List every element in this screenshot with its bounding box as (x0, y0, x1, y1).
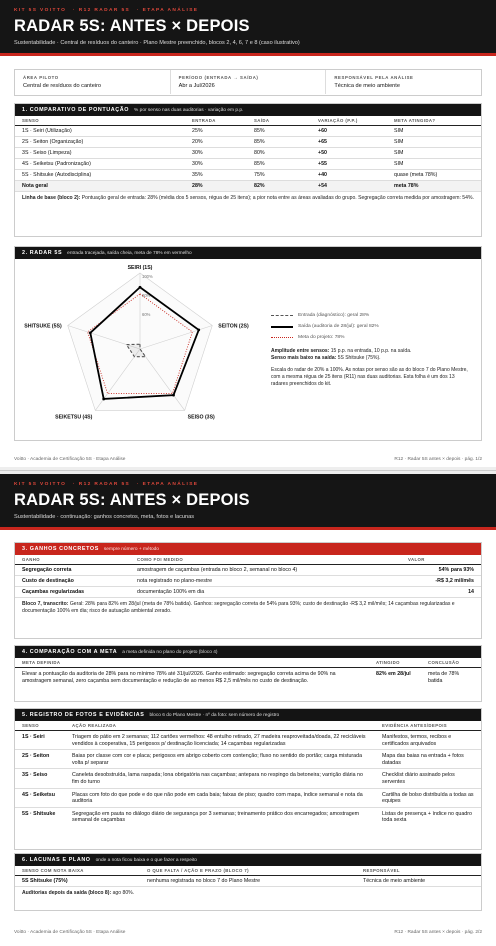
meta-label: PERÍODO (ENTRADA → SAÍDA) (178, 75, 259, 80)
radar-point-saida (197, 329, 200, 332)
col-meta-definida: META DEFINIDA (15, 658, 369, 668)
cell-acao: Placas com foto do que pode e do que não pode em cada baia; faixas de piso; quadro com mapa, índice semanal e nota da auditoria (65, 788, 375, 807)
col-entrada: ENTRADA (185, 116, 247, 126)
section-heading (15, 104, 481, 116)
cell-senso-baixo: 5S Shitsuke (75%) (15, 876, 140, 887)
kicker-kit: KIT 5S VOITTO (14, 8, 67, 13)
lowest-text: 5S Shitsuke (75%). (337, 355, 381, 361)
meta-value: Abr a Jul/2026 (178, 83, 215, 89)
radar-axis-label: SHITSUKE (5S) (24, 323, 62, 330)
page-footer (14, 930, 482, 935)
lowest-label: Senso mais baixo na saída: (271, 355, 337, 361)
header-accent-bar (0, 527, 496, 530)
cell-atingido: 82% em 28/jul (376, 671, 411, 677)
table-row (15, 565, 481, 576)
cell-valor: 14 (401, 587, 481, 598)
meta-periodo (171, 70, 327, 94)
page-2 (0, 474, 496, 946)
meta-value: Técnica de meio ambiente (334, 83, 400, 89)
cell-senso: 4S · Seiketsu (15, 788, 65, 807)
radar-tick-label: 80% (142, 293, 151, 298)
cell-saida: 80% (247, 148, 311, 159)
page-header (0, 0, 496, 56)
col-responsavel: RESPONSÁVEL (356, 866, 481, 876)
col-evidencia: EVIDÊNCIA ANTES/DEPOIS (375, 721, 481, 731)
legend-swatch-saida (271, 326, 293, 328)
cell-variacao: +40 (311, 170, 387, 181)
table-row (15, 769, 481, 788)
summary-text: Geral: 28% para 82% em 28/jul (meta de 78% batida). Ganhos: segregação correta de 54% para 93%; custo de destinação -R$ 3,2 mil/mês; 14 caçambas regularizadas e documentação 100% em dia; risco de autuação ambiental zerado. (22, 601, 455, 614)
page-subtitle: Sustentabilidade · continuação: ganhos concretos, meta, fotos e lacunas (14, 514, 195, 520)
summary-label: Bloco 7, transcrito: (22, 601, 69, 607)
meta-label: ÁREA PILOTO (23, 75, 59, 80)
table-header-row (15, 866, 481, 876)
post-audit-note (15, 887, 481, 901)
legend-label: Meta do projeto: 78% (298, 335, 345, 340)
cell-senso: 2S · Seiton (Organização) (15, 137, 185, 148)
cell-ganho: Caçambas regularizadas (15, 587, 130, 598)
radar-axis-label: SEITON (2S) (218, 323, 249, 330)
page-title: RADAR 5S: ANTES × DEPOIS (14, 491, 250, 509)
radar-legend (271, 310, 471, 388)
legend-meta (271, 332, 471, 343)
kicker (14, 8, 482, 13)
page-separator (0, 470, 496, 471)
cell-meta: quase (meta 78%) (387, 170, 481, 181)
cell-evidencia: Mapa das baias na entrada + fotos datadas (375, 750, 481, 769)
baseline-label: Linha de base (bloco 2): (22, 195, 81, 201)
cell-como: documentação 100% em dia (130, 587, 401, 598)
cell-senso: 3S · Seiso (15, 769, 65, 788)
page-1 (0, 0, 496, 467)
radar-axis-label: SEIRI (1S) (127, 265, 153, 271)
section-ganhos (14, 542, 482, 639)
cell-acao: Triagem do pátio em 2 semanas; 112 cartões vermelhos: 48 entulho retirado, 27 madeira reaproveitada/doada, 22 recicláveis vendidos à cooperativa, 15 perigosos p/ destinação licenciada; 14 caçambas regularizadas (65, 731, 375, 750)
table-row (15, 731, 481, 750)
evidencias-table (15, 721, 481, 826)
cell-variacao: +50 (311, 148, 387, 159)
cell-valor: -R$ 3,2 mil/mês (401, 576, 481, 587)
table-header-row (15, 721, 481, 731)
section-title: 6. LACUNAS E PLANO (22, 857, 91, 863)
scale-note: Escala do radar de 20% a 100%. As notas por senso são as do bloco 7 do Plano Mestre, com a mesma régua de 25 itens (R11) nas duas auditorias. Esta folha é um dos 13 radares preenchidos do kit. (271, 367, 468, 387)
section-title: 1. COMPARATIVO DE PONTUAÇÃO (22, 107, 130, 113)
baseline-text: Pontuação geral de entrada: 28% (média dos 5 sensos, régua de 25 itens); a pior nota entre as áreas avaliadas do grupo. Segregação correta medida por amostragem: 54%. (81, 195, 474, 201)
table-header-row (15, 658, 481, 668)
cell-entrada: 35% (185, 170, 247, 181)
amplitude-note (271, 348, 471, 355)
cell-meta-definida: Elevar a pontuação da auditoria de 28% para no mínimo 78% até 31/jul/2026. Ganho estimado: segregação correta acima de 90% na amostragem semanal, zero caçamba sem documentação e redução de ao menos R$ 2,5 mil/mês no custo de destinação. (22, 671, 336, 684)
table-row (15, 788, 481, 807)
cell-variacao: +55 (311, 159, 387, 170)
cell-responsavel: Técnica de meio ambiente (356, 876, 481, 887)
cell-senso: Nota geral (15, 181, 185, 192)
cell-como: amostragem de caçambas (entrada no bloco 2, semanal no bloco 4) (130, 565, 401, 576)
cell-variacao: +60 (311, 126, 387, 137)
col-valor: VALOR (401, 555, 481, 565)
meta-table (15, 658, 481, 687)
amplitude-label: Amplitude entre sensos: (271, 348, 330, 354)
col-senso: SENSO (15, 721, 65, 731)
cell-acao: Baias por classe com cor e placa; perigosos em abrigo coberto com contenção; fluxo no sentido do portão; carga misturada volta p/ separar (65, 750, 375, 769)
section-heading (15, 247, 481, 259)
cell-acao: Segregação em pauta no diálogo diário de segurança por 3 semanas; treinamento prático dos encarregados; amostragem semanal de caçambas (72, 810, 360, 824)
ganhos-table (15, 555, 481, 598)
meta-value: Central de resíduos do canteiro (23, 83, 102, 89)
cell-ganho: Custo de destinação (15, 576, 130, 587)
page-header (0, 474, 496, 530)
cell-ganho: Segregação correta (15, 565, 130, 576)
lowest-note (271, 355, 471, 362)
section-note: bloco 6 do Plano Mestre · nº da foto: sem número de registro (149, 712, 280, 718)
col-conclusao: CONCLUSÃO (421, 658, 481, 668)
footer-right: R12 · Radar 5S antes × depois · pág. 1/2 (394, 457, 482, 462)
meta-responsavel (326, 70, 481, 94)
page-subtitle: Sustentabilidade · Central de resíduos do canteiro · Plano Mestre preenchido, blocos 2, 4, 6, 7 e 8 (caso ilustrativo) (14, 40, 300, 46)
meta-card (14, 69, 482, 96)
table-header-row (15, 555, 481, 565)
cell-entrada: 28% (185, 181, 247, 192)
col-saida: SAÍDA (247, 116, 311, 126)
table-row (15, 170, 481, 181)
page-title: RADAR 5S: ANTES × DEPOIS (14, 17, 250, 35)
cell-senso: 5S · Shitsuke (22, 810, 56, 817)
legend-swatch-meta (271, 337, 293, 338)
cell-saida: 82% (247, 181, 311, 192)
section-title: 3. GANHOS CONCRETOS (22, 546, 99, 552)
section-heading (15, 543, 481, 555)
table-row (15, 876, 481, 887)
section-title: 2. RADAR 5S (22, 250, 63, 256)
cell-meta: SIM (387, 148, 481, 159)
cell-como: nota registrado no plano-mestre (130, 576, 401, 587)
score-table (15, 116, 481, 192)
cell-variacao: +65 (311, 137, 387, 148)
legend-label: Entrada (diagnóstico): geral 28% (298, 313, 370, 318)
section-radar (14, 246, 482, 441)
cell-saida: 75% (247, 170, 311, 181)
col-atingido: ATINGIDO (369, 658, 421, 668)
cell-conclusao: meta de 78% batida (428, 671, 460, 684)
kicker (14, 482, 482, 487)
legend-entrada (271, 310, 471, 321)
col-senso-baixo: SENSO COM NOTA BAIXA (15, 866, 140, 876)
table-row (15, 148, 481, 159)
kicker-radar: · R12 RADAR 5S (72, 8, 131, 13)
radar-point-saida (172, 394, 175, 397)
section-heading (15, 646, 481, 658)
legend-saida (271, 321, 471, 332)
radar-chart (15, 260, 265, 440)
radar-point-saida (139, 286, 142, 289)
radar-axis-label: SEISO (3S) (187, 414, 215, 421)
post-audit-text: ago 80%. (112, 890, 135, 896)
cell-senso: 1S · Seiri (15, 731, 65, 750)
cell-evidencia: Cartilha de bolso distribuída a todas as equipes (375, 788, 481, 807)
section-note: onde a nota ficou baixa e o que fazer a respeito (95, 857, 197, 863)
lacunas-table (15, 866, 481, 887)
table-row (15, 126, 481, 137)
col-acao: AÇÃO REALIZADA (65, 721, 375, 731)
cell-saida: 85% (247, 159, 311, 170)
legend-label: Saída (auditoria de 28/jul): geral 82% (298, 324, 379, 329)
cell-senso: 2S · Seiton (15, 750, 65, 769)
cell-acao-prazo: nenhuma registrada no bloco 7 do Plano Mestre (140, 876, 356, 887)
cell-senso: 1S · Seiri (Utilização) (15, 126, 185, 137)
cell-senso: 4S · Seiketsu (Padronização) (15, 159, 185, 170)
cell-valor: 54% para 93% (401, 565, 481, 576)
kicker-kit: KIT 5S VOITTO (14, 482, 67, 487)
section-meta (14, 645, 482, 702)
col-acao-prazo: O QUE FALTA / AÇÃO E PRAZO (BLOCO 7) (140, 866, 356, 876)
radar-tick-label: 60% (142, 312, 151, 317)
table-total-row (15, 181, 481, 192)
cell-evidencia: Manifestos, termos, recibos e certificados arquivados (375, 731, 481, 750)
footer-left: Voitto · Academia de Certificação 5S · Etapa Análise (14, 457, 126, 462)
section-heading (15, 709, 481, 721)
section-fotos (14, 708, 482, 850)
meta-area (15, 70, 171, 94)
radar-point-saida (89, 331, 92, 334)
col-senso: SENSO (15, 116, 185, 126)
section-comparativo (14, 103, 482, 237)
cell-saida: 85% (247, 137, 311, 148)
cell-acao: Caneleta desobstruída, lama raspada; lona obrigatória nas caçambas; antepara no respingo da betoneira; varrição diária no fim do turno (65, 769, 375, 788)
cell-senso: 3S · Seiso (Limpeza) (15, 148, 185, 159)
legend-swatch-entrada (271, 315, 293, 316)
col-como: COMO FOI MEDIDO (130, 555, 401, 565)
cell-saida: 85% (247, 126, 311, 137)
section-title: 5. REGISTRO DE FOTOS E EVIDÊNCIAS (22, 712, 145, 718)
radar-point-saida (102, 398, 105, 401)
bloco7-summary (15, 598, 481, 619)
cell-meta: SIM (387, 159, 481, 170)
kicker-etapa: · ETAPA ANÁLISE (136, 482, 199, 487)
table-row (15, 587, 481, 598)
cell-entrada: 25% (185, 126, 247, 137)
meta-label: RESPONSÁVEL PELA ANÁLISE (334, 75, 414, 80)
page-footer (14, 457, 482, 462)
col-ganho: GANHO (15, 555, 130, 565)
kicker-etapa: · ETAPA ANÁLISE (136, 8, 199, 13)
cell-meta: meta 78% (387, 181, 481, 192)
cell-evidencia: Listas de presença + índice no quadro toda sexta (382, 810, 472, 824)
table-row (15, 750, 481, 769)
footer-left: Voitto · Academia de Certificação 5S · Etapa Análise (14, 930, 126, 935)
kicker-radar: · R12 RADAR 5S (72, 482, 131, 487)
baseline-note (15, 192, 481, 206)
cell-meta: SIM (387, 126, 481, 137)
section-lacunas (14, 853, 482, 911)
section-title: 4. COMPARAÇÃO COM A META (22, 649, 118, 655)
section-heading (15, 854, 481, 866)
table-row (15, 668, 481, 688)
table-header-row (15, 116, 481, 126)
table-row (15, 576, 481, 587)
cell-entrada: 20% (185, 137, 247, 148)
cell-evidencia: Checklist diário assinado pelos serventes (375, 769, 481, 788)
section-note: % por senso nas duas auditorias · variação em p.p. (134, 107, 244, 113)
cell-entrada: 30% (185, 148, 247, 159)
section-note: entrada tracejada, saída cheia, meta de 78% em vermelho (67, 250, 192, 256)
footer-right: R12 · Radar 5S antes × depois · pág. 2/2 (394, 930, 482, 935)
section-note: sempre número + método (103, 546, 159, 552)
post-audit-label: Auditorias depois da saída (bloco 8): (22, 890, 112, 896)
table-row (15, 137, 481, 148)
cell-entrada: 30% (185, 159, 247, 170)
cell-senso: 5S · Shitsuke (Autodisciplina) (15, 170, 185, 181)
amplitude-text: 15 p.p. na entrada, 10 p.p. na saída. (330, 348, 412, 354)
table-row (15, 807, 481, 826)
table-row (15, 159, 481, 170)
col-variacao: VARIAÇÃO (P.P.) (311, 116, 387, 126)
cell-variacao: +54 (311, 181, 387, 192)
radar-tick-label: 100% (142, 274, 153, 279)
col-meta: META ATINGIDA? (387, 116, 481, 126)
cell-meta: SIM (387, 137, 481, 148)
section-note: a meta definida no plano do projeto (bloco 4) (122, 649, 218, 655)
radar-axis-label: SEIKETSU (4S) (55, 414, 93, 421)
header-accent-bar (0, 53, 496, 56)
